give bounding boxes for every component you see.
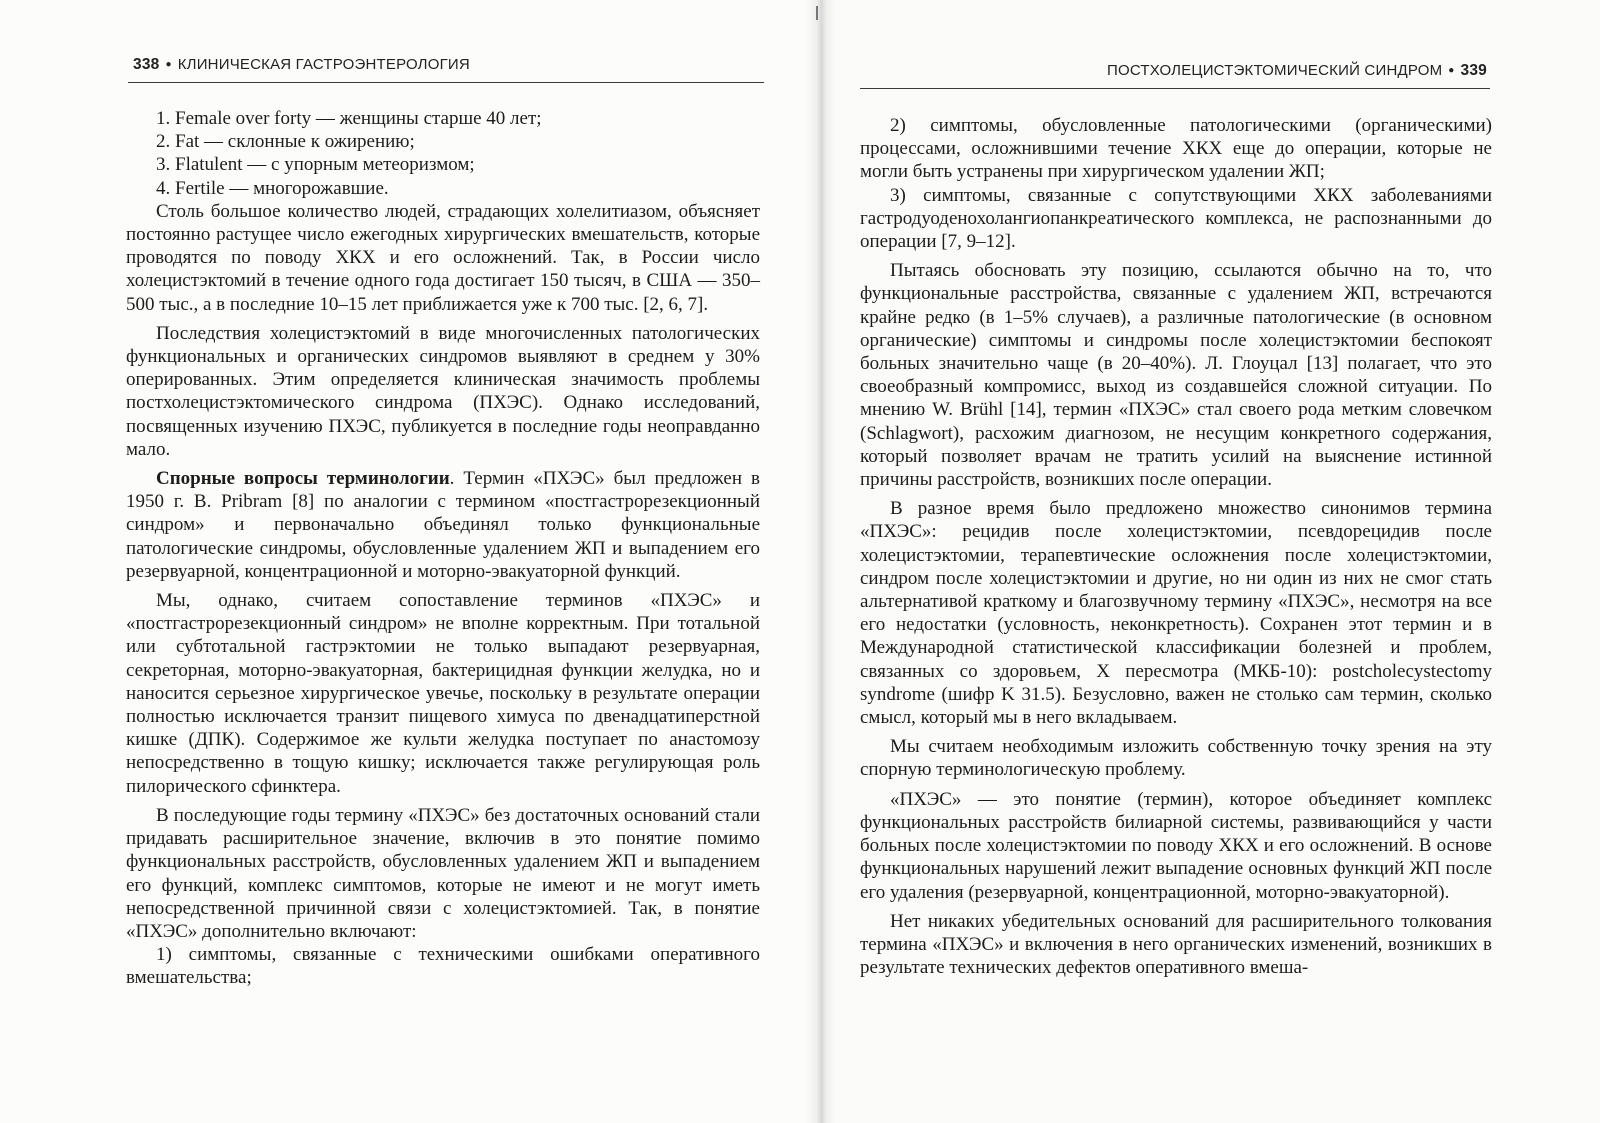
- paragraph: Пытаясь обосновать эту позицию, ссылаются обычно на то, что функциональные расстройства, связанные с удалением ЖП, встречаются крайне редко (в 1–5% случаев), а различные патологические (в основном органические) симптомы и синдромы после холецистэктомии беспокоят больных значительно чаще (в 20–40%). Л. Глоуцал [13] полагает, что это своеобразный компромисс, выход из создавшейся сложной ситуации. По мнению W. Brühl [14], термин «ПХЭС» стал своего рода метким словечком (Schlagwort), расхожим диагнозом, не несущим конкретного содержания, который позволяет врачам не тратить усилий на выяснение истинной причины расстройств, возникших после операции.: [860, 260, 1492, 491]
- left-body-text: [126, 107, 760, 990]
- paragraph: Мы считаем необходимым изложить собственную точку зрения на эту спорную терминологическую проблему.: [860, 736, 1492, 781]
- paragraph-text: . Термин «ПХЭС» был предложен в 1950 г. B. Pribram [8] по аналогии с термином «постгастрорезекционный синдром» и первоначально объединял только функциональные патологические синдромы, обусловленные удалением ЖП и выпадением его резервуарной, концентрационной и моторно-эвакуаторной функций.: [126, 468, 760, 582]
- right-page: [818, 0, 1600, 1123]
- paragraph: 3) симптомы, связанные с сопутствующими ХКХ заболеваниями гастродуоденохолангиопанкреатического комплекса, не распознанными до операции [7, 9–12].: [860, 184, 1492, 253]
- spine-mark: [816, 6, 818, 20]
- section-heading: Спорные вопросы терминологии: [156, 468, 450, 490]
- paragraph: Мы, однако, считаем сопоставление терминов «ПХЭС» и «постгастрорезекционный синдром» не вполне корректным. При тотальной или субтотальной гастрэктомии не только выпадают резервуарная, секреторная, моторно-эвакуаторная, бактерицидная функции желудка, но и наносится серьезное хирургическое увечье, поскольку в результате операции полностью исключается транзит пищевого химуса по двенадцатиперстной кишке (ДПК). Содержимое же культи желудка поступает по анастомозу непосредственно в тощую кишку; исключается также регулирующая роль пилорического сфинктера.: [126, 590, 760, 797]
- criteria-list: [126, 107, 760, 200]
- right-page-number: 339: [1460, 62, 1487, 79]
- paragraph: Нет никаких убедительных оснований для расширительного толкования термина «ПХЭС» и включения в него органических изменений, возникших в результате технических дефектов оперативного вмеша-: [860, 910, 1492, 979]
- left-running-title: КЛИНИЧЕСКАЯ ГАСТРОЭНТЕРОЛОГИЯ: [177, 56, 470, 73]
- bullet-separator: ●: [165, 59, 172, 70]
- paragraph: Столь большое количество людей, страдающих холелитиазом, объясняет постоянно растущее число ежегодных хирургических вмешательств, которые проводятся по поводу ХКХ и его осложнений. Так, в России число холецистэктомий в течение одного года достигает 150 тысяч, в США — 350–500 тыс., а в последние 10–15 лет приближается уже к 700 тыс. [2, 6, 7].: [126, 200, 760, 315]
- right-running-header: [1107, 62, 1487, 80]
- list-item: 1. Female over forty — женщины старше 40 лет;: [156, 108, 542, 129]
- left-header-rule: [128, 82, 764, 83]
- paragraph: Последствия холецистэктомий в виде многочисленных патологических функциональных и органических синдромов выявляют в среднем у 30% оперированных. Этим определяется клиническая значимость проблемы постхолецистэктомического синдрома (ПХЭС). Однако исследований, посвященных изучению ПХЭС, публикуется в последние годы неоправданно мало.: [126, 322, 760, 460]
- list-item: 2. Fat — склонные к ожирению;: [156, 131, 415, 153]
- bullet-separator: ●: [1448, 65, 1455, 76]
- right-body-text: [860, 114, 1492, 979]
- paragraph: «ПХЭС» — это понятие (термин), которое объединяет комплекс функциональных расстройств билиарной системы, развивающийся у части больных после холецистэктомии по поводу ХКХ и его осложнений. В основе функциональных нарушений лежит выпадение основных функций ЖП после его удаления (резервуарной, концентрационной, моторно-эвакуаторной).: [860, 788, 1492, 903]
- left-running-header: [133, 56, 470, 74]
- paragraph: 1) симптомы, связанные с техническими ошибками оперативного вмешательства;: [126, 944, 760, 989]
- paragraph: [126, 467, 760, 583]
- right-header-rule: [860, 88, 1490, 89]
- paragraph: В разное время было предложено множество синонимов термина «ПХЭС»: рецидив после холецистэктомии, псевдорецидив после холецистэктомии, терапевтические осложнения после холецистэктомии, синдром после холецистэктомии и другие, но ни один из них не смог стать альтернативой краткому и благозвучному термину «ПХЭС», несмотря на все его недостатки (условность, неконкретность). Сохранен этот термин и в Международной статистической классификации болезней и проблем, связанных со здоровьем, X пересмотра (МКБ-10): postcholecystectomy syndrome (шифр K 31.5). Безусловно, важен не столько сам термин, сколько смысл, который мы в него вкладываем.: [860, 498, 1492, 729]
- list-item: 3. Flatulent — с упорным метеоризмом;: [156, 154, 475, 176]
- paragraph: 2) симптомы, обусловленные патологическими (органическими) процессами, осложнившими течение ХКХ еще до операции, которые не могли быть устранены при хирургическом удалении ЖП;: [860, 115, 1492, 183]
- list-item: 4. Fertile — многорожавшие.: [156, 177, 389, 199]
- left-page-number: 338: [133, 56, 160, 73]
- paragraph: В последующие годы термину «ПХЭС» без достаточных оснований стали придавать расширительное значение, включив в это понятие помимо функциональных расстройств, обусловленных удалением ЖП и выпадением его функций, комплекс симптомов, которые не имеют и не могут иметь непосредственной причинной связи с холецистэктомией. Так, в понятие «ПХЭС» дополнительно включают:: [126, 804, 760, 942]
- right-running-title: ПОСТХОЛЕЦИСТЭКТОМИЧЕСКИЙ СИНДРОМ: [1107, 62, 1443, 79]
- book-gutter-shadow: [805, 0, 835, 1123]
